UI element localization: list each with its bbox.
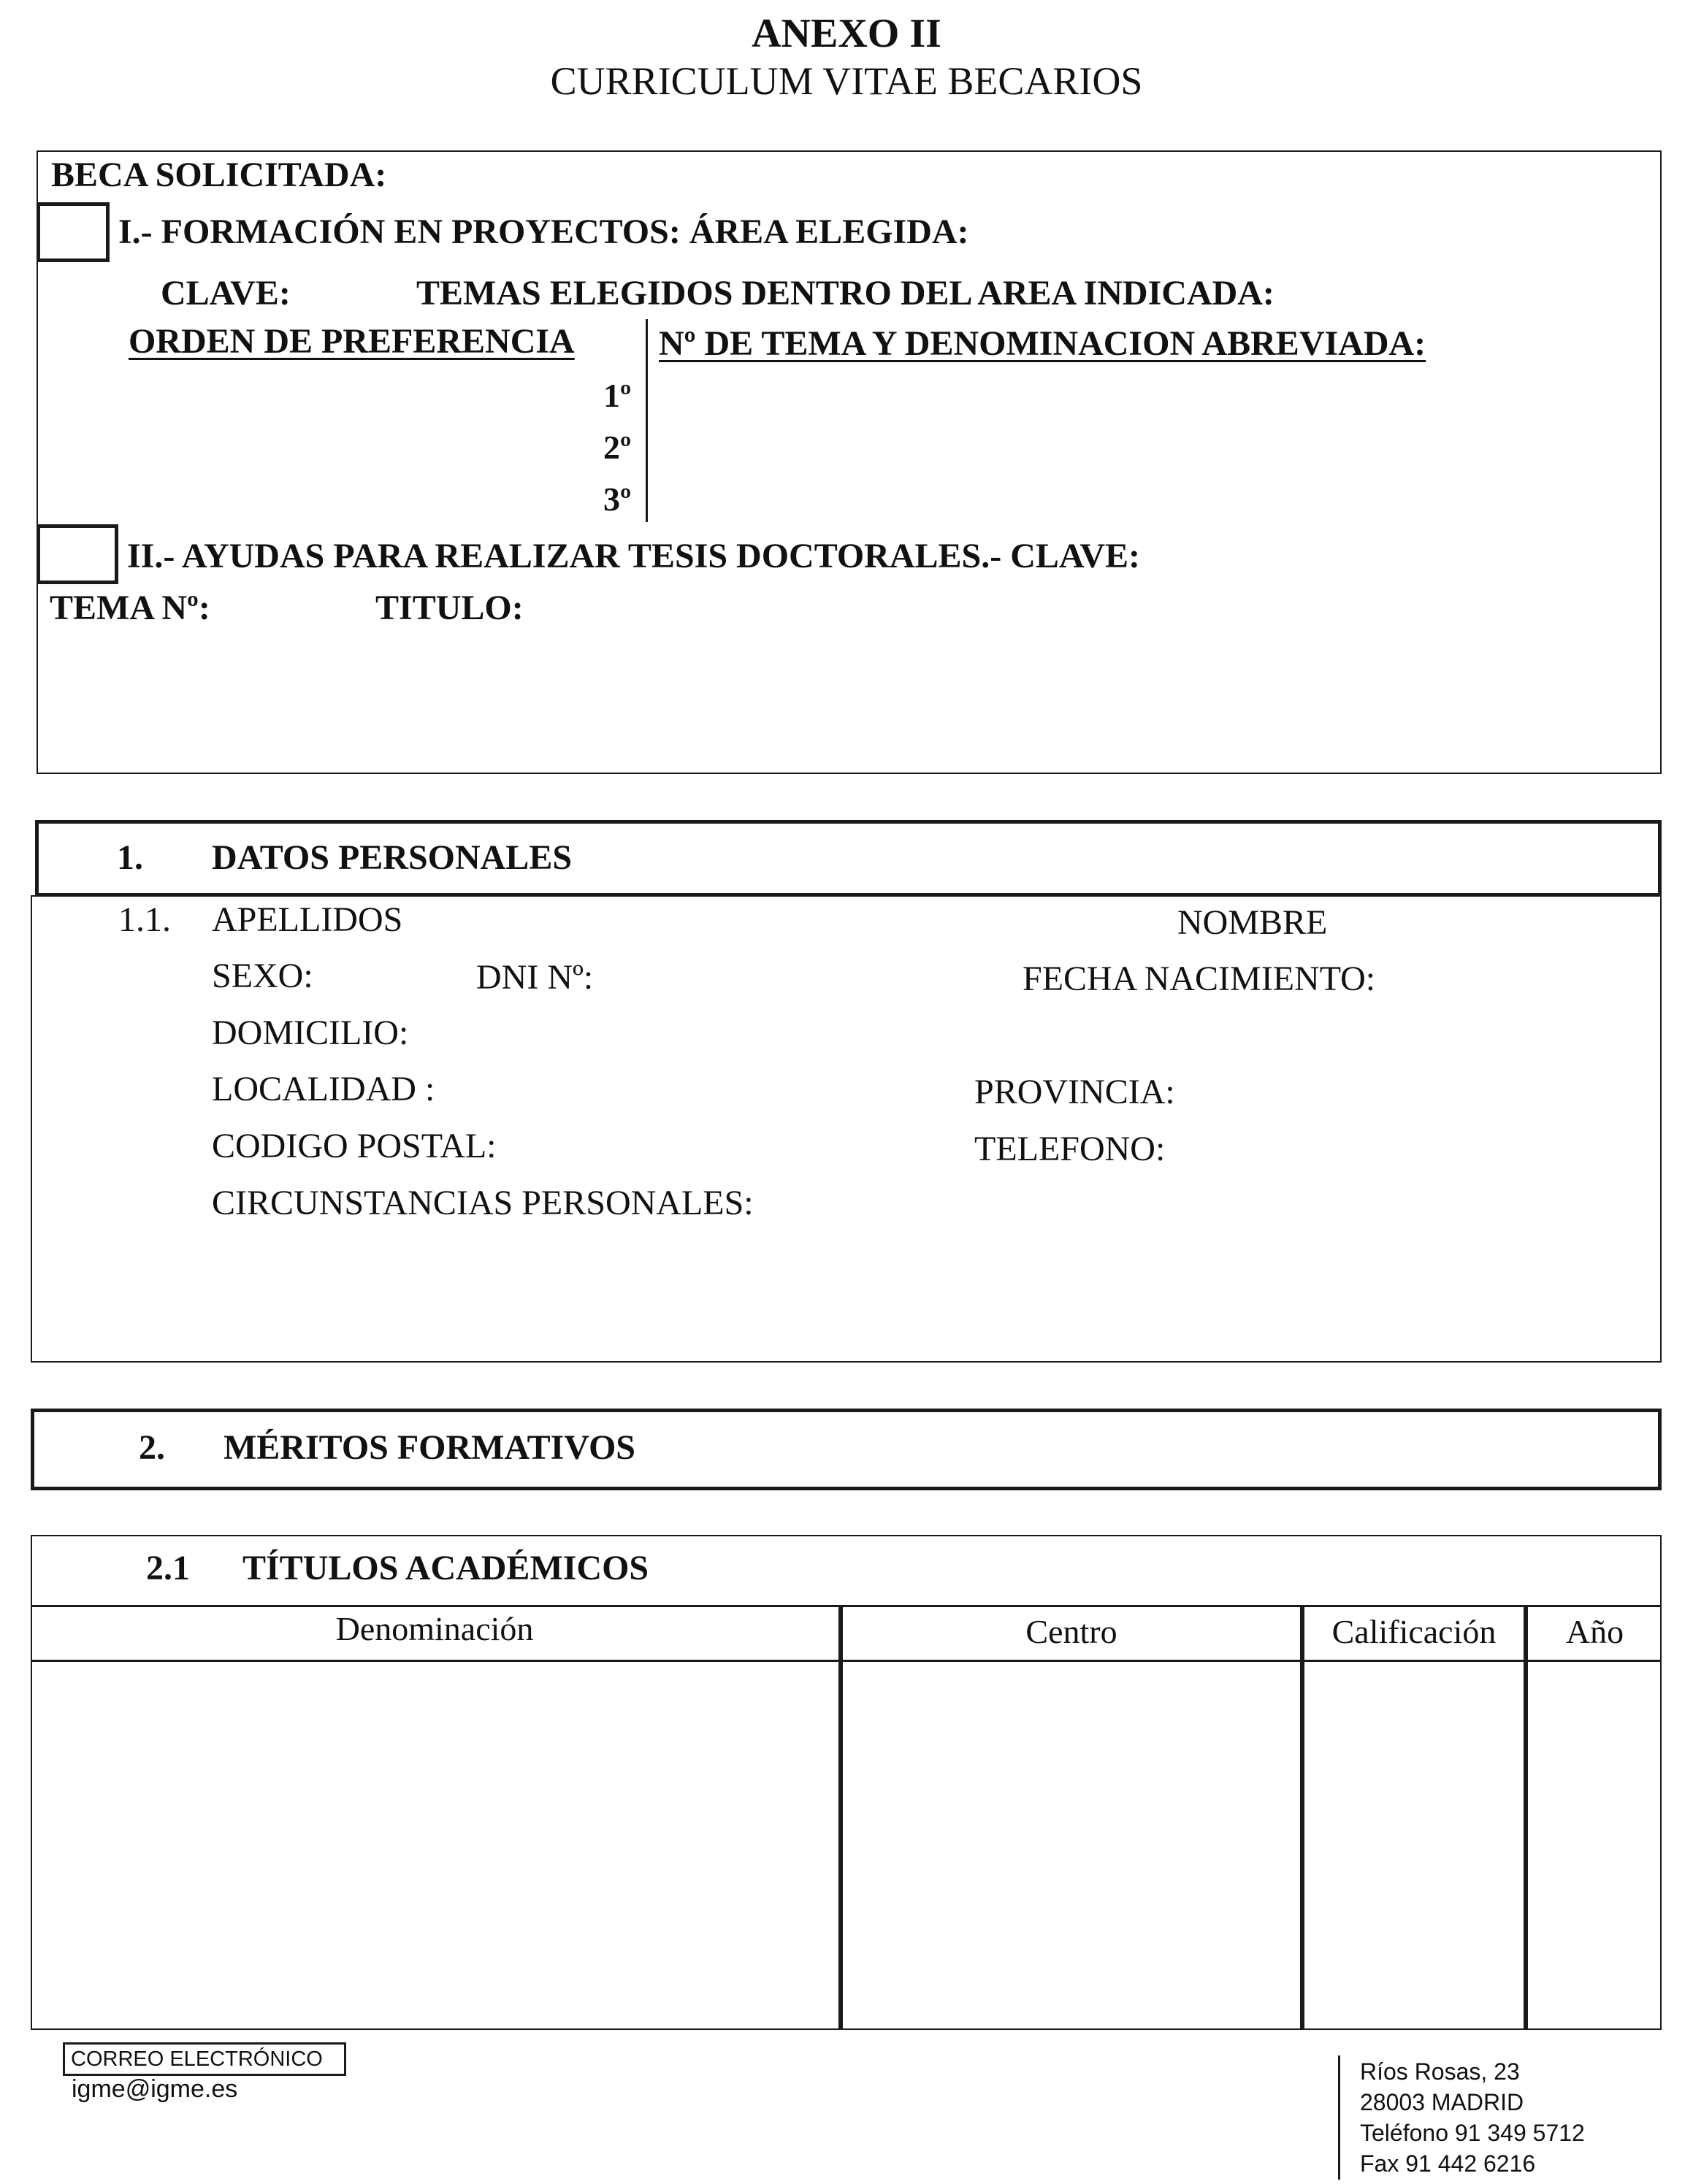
titulo-label: TITULO: (375, 589, 524, 627)
address-block (1360, 2056, 1585, 2179)
email-label-box (63, 2042, 346, 2076)
preference-1: 1º (603, 377, 632, 414)
preference-3: 3º (603, 480, 632, 518)
clave-label: CLAVE: (161, 274, 291, 313)
email-address[interactable]: igme@igme.es (72, 2075, 238, 2103)
column-header-calificacion: Calificación (1331, 1613, 1497, 1650)
orden-preferencia-header: ORDEN DE PREFERENCIA (129, 322, 575, 361)
titulos-title: TÍTULOS ACADÉMICOS (242, 1549, 649, 1587)
localidad-label: LOCALIDAD : (212, 1070, 435, 1108)
address-line-street: Ríos Rosas, 23 (1360, 2058, 1520, 2085)
preference-divider (646, 319, 648, 522)
address-line-city: 28003 MADRID (1360, 2089, 1524, 2115)
sexo-label: SEXO: (212, 957, 313, 995)
column-divider-1 (838, 1605, 843, 2030)
preference-2: 2º (603, 429, 632, 466)
titulos-number: 2.1 (146, 1549, 190, 1587)
tema-numero-label: TEMA Nº: (50, 589, 210, 627)
formacion-proyectos-label: I.- FORMACIÓN EN PROYECTOS: ÁREA ELEGIDA: (118, 212, 969, 251)
domicilio-label: DOMICILIO: (212, 1014, 409, 1052)
meritos-title: MÉRITOS FORMATIVOS (223, 1428, 635, 1467)
dni-label: DNI Nº: (476, 958, 594, 997)
address-line-phone: Teléfono 91 349 5712 (1360, 2120, 1585, 2146)
annex-title: ANEXO II (752, 11, 941, 56)
column-header-denominacion: Denominación (335, 1610, 534, 1647)
nombre-label: NOMBRE (1177, 903, 1328, 942)
email-label: CORREO ELECTRÓNICO (71, 2047, 323, 2071)
column-header-centro: Centro (1025, 1613, 1117, 1650)
meritos-number: 2. (139, 1428, 165, 1467)
tesis-doctorales-checkbox[interactable] (37, 524, 118, 584)
document-subtitle: CURRICULUM VITAE BECARIOS (550, 59, 1143, 103)
temas-elegidos-label: TEMAS ELEGIDOS DENTRO DEL AREA INDICADA: (416, 274, 1274, 313)
fecha-nacimiento-label: FECHA NACIMIENTO: (1023, 959, 1376, 998)
tema-denominacion-header: Nº DE TEMA Y DENOMINACION ABREVIADA: (659, 324, 1426, 363)
column-divider-3 (1524, 1605, 1528, 2030)
datos-personales-title: DATOS PERSONALES (212, 838, 573, 877)
address-line-fax: Fax 91 442 6216 (1360, 2150, 1536, 2177)
column-header-ano: Año (1565, 1613, 1624, 1650)
codigo-postal-label: CODIGO POSTAL: (212, 1127, 497, 1165)
apellidos-label: APELLIDOS (212, 900, 403, 939)
telefono-label: TELEFONO: (974, 1130, 1166, 1168)
datos-personales-number: 1. (117, 838, 143, 877)
table-header-bottom-rule (31, 1660, 1662, 1662)
tesis-doctorales-label: II.- AYUDAS PARA REALIZAR TESIS DOCTORALES.- CLAVE: (127, 537, 1141, 575)
beca-solicitada-heading: BECA SOLICITADA: (51, 156, 387, 194)
datos-personales-subnumber: 1.1. (118, 900, 171, 939)
address-divider (1338, 2055, 1340, 2180)
formacion-proyectos-checkbox[interactable] (37, 202, 110, 262)
circunstancias-personales-label: CIRCUNSTANCIAS PERSONALES: (212, 1184, 754, 1222)
column-divider-2 (1300, 1605, 1304, 2030)
table-header-top-rule (31, 1605, 1662, 1607)
provincia-label: PROVINCIA: (974, 1073, 1175, 1111)
